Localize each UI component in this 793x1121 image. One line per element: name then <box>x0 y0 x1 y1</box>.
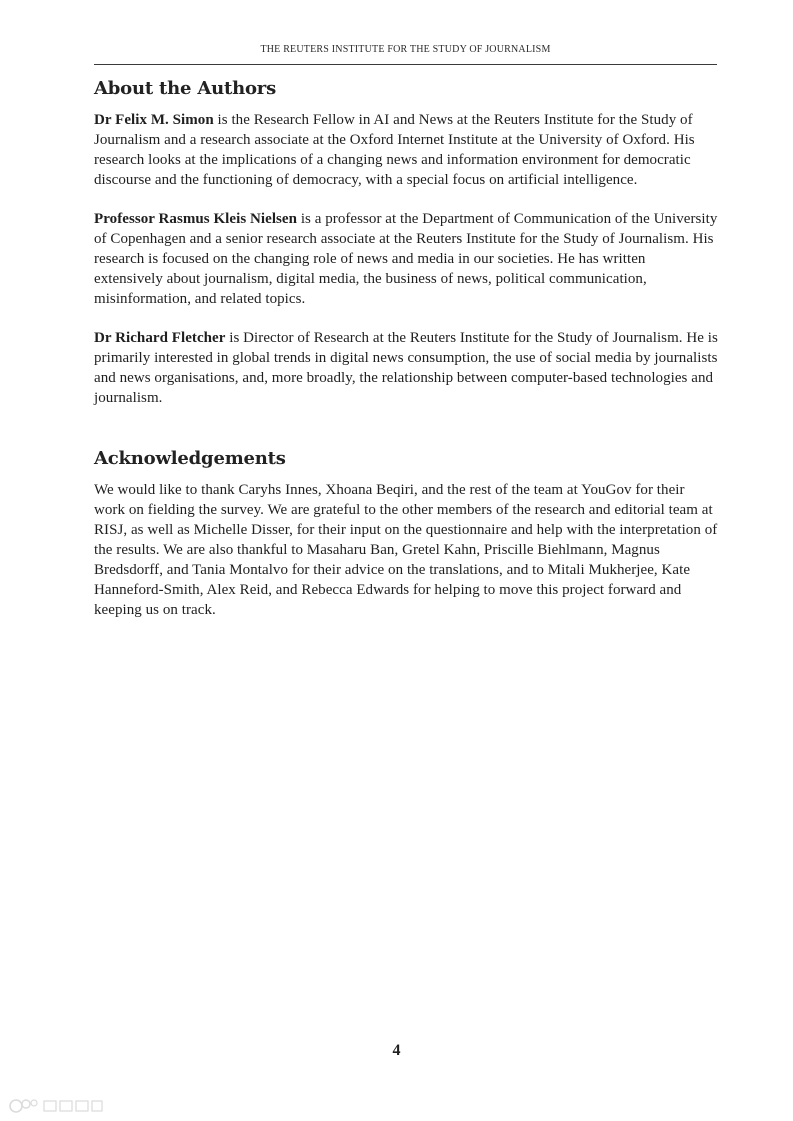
acknowledgements-text: We would like to thank Caryhs Innes, Xhoana Beqiri, and the rest of the team at YouGov for their work on fielding the survey. We are grateful to the other members of the research and editorial team at RISJ, as well as Michelle Disser, for their input on the questionnaire and help with the interpretation of the results. We are also thankful to Masaharu Ban, Gretel Kahn, Priscille Biehlmann, Magnus Bredsdorff, and Tania Montalvo for their advice on the translations, and to Mitali Mukherjee, Kate Hanneford-Smith, Alex Reid, and Rebecca Edwards for helping to move this project forward and keeping us on track. <box>94 482 718 618</box>
header-divider <box>94 64 717 65</box>
author-name: Dr Felix M. Simon <box>94 112 214 128</box>
watermark-logo-icon <box>8 1097 104 1115</box>
author-name: Dr Richard Fletcher <box>94 330 226 346</box>
author-bio-simon <box>94 110 718 190</box>
author-bio-text: is Director of Research at the Reuters Institute for the Study of Journalism. He is primarily interested in global trends in digital news consumption, the use of social media by journalists and news organisations, and, more broadly, the relationship between computer-based technologies and journalism. <box>94 330 718 406</box>
watermark <box>8 1096 104 1116</box>
author-bio-nielsen <box>94 209 718 309</box>
author-bio-text: is the Research Fellow in AI and News at the Reuters Institute for the Study of Journalism and a research associate at the Oxford Internet Institute at the University of Oxford. His research looks at the implications of a changing news and information environment for democratic discourse and the functioning of democracy, with a special focus on artificial intelligence. <box>94 112 695 188</box>
acknowledgements-section <box>94 446 718 620</box>
page-body <box>94 76 718 639</box>
author-bio-text: is a professor at the Department of Communication of the University of Copenhagen and a senior research associate at the Reuters Institute for the Study of Journalism. His research is focused on the changing role of news and media in our societies. He has written extensively about journalism, digital media, the business of news, political communication, misinformation, and related topics. <box>94 211 718 307</box>
author-bio-fletcher <box>94 328 718 408</box>
about-authors-section <box>94 76 718 408</box>
author-name: Professor Rasmus Kleis Nielsen <box>94 211 298 227</box>
about-authors-heading: About the Authors <box>94 78 277 99</box>
page-number: 4 <box>392 1042 401 1059</box>
acknowledgements-heading: Acknowledgements <box>94 448 286 469</box>
running-header: THE REUTERS INSTITUTE FOR THE STUDY OF JOURNALISM <box>260 44 551 55</box>
